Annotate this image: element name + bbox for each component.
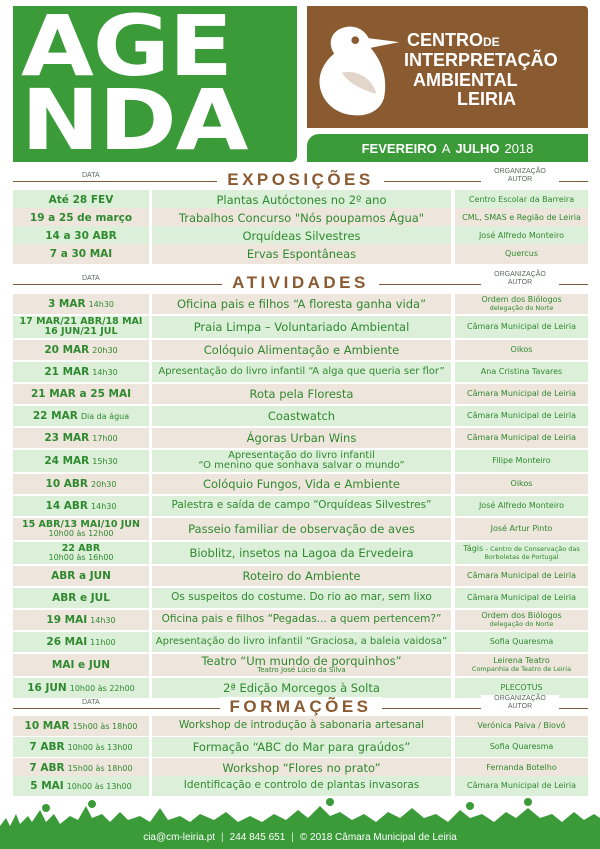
row-org: PLECOTUS <box>455 678 588 698</box>
row-title: Apresentação do livro infantil “A alga que queria ser flor” <box>152 362 451 382</box>
section-title-atividades: ATIVIDADES <box>222 273 379 292</box>
table-row <box>13 588 588 608</box>
table-row <box>13 340 588 360</box>
row-org: José Alfredo Monteiro <box>455 226 588 246</box>
section-header-exposicoes <box>13 170 588 192</box>
cia-de: DE <box>483 35 500 49</box>
footer-email[interactable]: cia@cm-leiria.pt <box>143 832 216 843</box>
row-org: Filipe Monteiro <box>455 450 588 472</box>
agenda-title-block <box>13 6 297 162</box>
period-band <box>307 134 588 162</box>
row-title: Teatro “Um mundo de porquinhos” Teatro José Lúcio da Silva <box>152 654 451 676</box>
footer-copyright: © 2018 Câmara Municipal de Leiria <box>299 832 457 843</box>
row-date: 26 MAI 11h00 <box>13 632 149 652</box>
row-org: Câmara Municipal de Leiria <box>455 566 588 586</box>
row-org: Câmara Municipal de Leiria <box>455 316 588 338</box>
row-date: 14 a 30 ABR <box>13 226 149 246</box>
footer-phone[interactable]: 244 845 651 <box>229 832 286 843</box>
row-title: Rota pela Floresta <box>152 384 451 404</box>
row-org: José Alfredo Monteiro <box>455 496 588 516</box>
row-org: CML, SMAS e Região de Leiria <box>455 208 588 228</box>
period-a: A <box>441 140 451 156</box>
table-row <box>13 496 588 516</box>
table-row <box>13 758 588 778</box>
table-row <box>13 384 588 404</box>
row-title: Coastwatch <box>152 406 451 426</box>
row-date: 22 ABR 10h00 às 16h00 <box>13 542 149 564</box>
row-date: 15 ABR/13 MAI/10 JUN 10h00 às 12h00 <box>13 518 149 540</box>
row-title: 2ª Edição Morcegos à Solta <box>152 678 451 698</box>
section-header-atividades <box>13 273 588 295</box>
table-row <box>13 226 588 246</box>
row-org: Ordem dos Biólogos delegação do Norte <box>455 294 588 314</box>
row-date: 7 ABR 10h00 às 13h00 <box>13 737 149 757</box>
section-title-exposicoes: EXPOSIÇÕES <box>217 170 383 189</box>
row-org: Sofia Quaresma <box>455 632 588 652</box>
column-label-organizacao: ORGANIZAÇÃO AUTOR <box>481 695 559 711</box>
row-date: 21 MAR 14h30 <box>13 362 149 382</box>
table-row <box>13 518 588 540</box>
row-date: 7 a 30 MAI <box>13 244 149 264</box>
column-label-organizacao: ORGANIZAÇÃO AUTOR <box>481 271 559 287</box>
table-row <box>13 244 588 264</box>
row-org: Quercus <box>455 244 588 264</box>
period-to: JULHO <box>455 140 500 156</box>
footer-contacts: cia@cm-leiria.pt | 244 845 651 | © 2018 Câmara Municipal de Leiria <box>143 832 457 843</box>
row-org: Câmara Municipal de Leiria <box>455 384 588 404</box>
table-row <box>13 428 588 448</box>
period-year: 2018 <box>504 140 534 156</box>
table-row <box>13 406 588 426</box>
row-org: Sofia Quaresma <box>455 737 588 757</box>
row-title: Os suspeitos do costume. Do rio ao mar, sem lixo <box>152 588 451 608</box>
row-date: ABR a JUN <box>13 566 149 586</box>
cia-name-line2: INTERPRETAÇÃO <box>404 50 558 70</box>
row-org: Verónica Paiva / Biovó <box>455 716 588 736</box>
cia-name-line3: AMBIENTAL <box>413 70 518 90</box>
row-date: 10 MAR 15h00 às 18h00 <box>13 716 149 736</box>
column-label-organizacao: ORGANIZAÇÃO AUTOR <box>481 168 559 184</box>
cia-name-line1: CENTRODE <box>407 30 500 50</box>
row-date: 7 ABR 15h00 às 18h00 <box>13 758 149 778</box>
cia-name-line4: LEIRIA <box>457 89 517 109</box>
row-title: Roteiro do Ambiente <box>152 566 451 586</box>
row-date: MAI e JUN <box>13 654 149 676</box>
row-org: José Artur Pinto <box>455 518 588 540</box>
table-row <box>13 610 588 630</box>
table-row <box>13 566 588 586</box>
agenda-title-line2: NDA <box>21 71 248 162</box>
column-label-data: DATA <box>79 275 103 282</box>
row-date: 3 MAR 14h30 <box>13 294 149 314</box>
cia-logo-block <box>307 6 588 128</box>
table-row <box>13 316 588 338</box>
table-row <box>13 716 588 736</box>
row-date: 19 a 25 de março <box>13 208 149 228</box>
table-row <box>13 474 588 494</box>
table-row <box>13 208 588 228</box>
row-title: Apresentação do livro infantil “Graciosa, a baleia vaidosa” <box>152 632 451 652</box>
row-title: Bioblitz, insetos na Lagoa da Ervedeira <box>152 542 451 564</box>
row-org: Ordem dos Biólogos delegação do Norte <box>455 610 588 630</box>
table-row <box>13 294 588 314</box>
row-date: 16 JUN 10h00 às 22h00 <box>13 678 149 698</box>
row-org: Leirena Teatro Companhia de Teatro de Leiria <box>455 654 588 676</box>
table-row <box>13 776 588 796</box>
row-date: 14 ABR 14h30 <box>13 496 149 516</box>
row-title: Identificação e controlo de plantas invasoras <box>152 776 451 796</box>
table-row <box>13 450 588 472</box>
row-org: Câmara Municipal de Leiria <box>455 428 588 448</box>
row-org: Tágis - Centro de Conservação das Borboletas de Portugal <box>455 542 588 564</box>
section-title-formacoes: FORMAÇÕES <box>220 697 382 716</box>
row-title: Apresentação do livro infantil “O menino que sonhava salvar o mundo” <box>152 450 451 472</box>
row-org: Centro Escolar da Barreira <box>455 190 588 210</box>
agenda-title-line1: AGE <box>21 6 232 95</box>
row-title: Workshop de introdução à sabonaria artesanal <box>152 716 451 736</box>
row-title: Praia Limpa – Voluntariado Ambiental <box>152 316 451 338</box>
row-org: Oikos <box>455 474 588 494</box>
row-org: Oikos <box>455 340 588 360</box>
bird-logo-icon <box>313 14 409 122</box>
row-date: 21 MAR a 25 MAI <box>13 384 149 404</box>
row-title: Plantas Autóctones no 2º ano <box>152 190 451 210</box>
row-date: 23 MAR 17h00 <box>13 428 149 448</box>
row-date: ABR e JUL <box>13 588 149 608</box>
row-org: Fernanda Botelho <box>455 758 588 778</box>
row-title: Ervas Espontâneas <box>152 244 451 264</box>
row-title: Oficina pais e filhos “Pegadas... a quem pertencem?” <box>152 610 451 630</box>
row-org: Câmara Municipal de Leiria <box>455 406 588 426</box>
row-title: Ágoras Urban Wins <box>152 428 451 448</box>
row-org: Câmara Municipal de Leiria <box>455 588 588 608</box>
row-org: Ana Cristina Tavares <box>455 362 588 382</box>
row-date: 17 MAR/21 ABR/18 MAI 16 JUN/21 JUL <box>13 316 149 338</box>
row-title: Passeio familiar de observação de aves <box>152 518 451 540</box>
row-date: 10 ABR 20h30 <box>13 474 149 494</box>
table-row <box>13 542 588 564</box>
table-row <box>13 654 588 676</box>
table-row <box>13 737 588 757</box>
row-title: Oficina pais e filhos “A floresta ganha vida” <box>152 294 451 314</box>
row-title: Colóquio Alimentação e Ambiente <box>152 340 451 360</box>
row-date: Até 28 FEV <box>13 190 149 210</box>
row-date: 19 MAI 14h30 <box>13 610 149 630</box>
row-org: Câmara Municipal de Leiria <box>455 776 588 796</box>
column-label-data: DATA <box>79 699 103 706</box>
row-date: 5 MAI 10h00 às 13h00 <box>13 776 149 796</box>
column-label-data: DATA <box>79 172 103 179</box>
table-row <box>13 632 588 652</box>
row-title: Trabalhos Concurso "Nós poupamos Água" <box>152 208 451 228</box>
row-date: 20 MAR 20h30 <box>13 340 149 360</box>
period-from: FEVEREIRO <box>361 140 437 156</box>
row-date: 24 MAR 15h30 <box>13 450 149 472</box>
row-date: 22 MAR Dia da água <box>13 406 149 426</box>
row-title: Colóquio Fungos, Vida e Ambiente <box>152 474 451 494</box>
row-title: Orquídeas Silvestres <box>152 226 451 246</box>
table-row <box>13 190 588 210</box>
row-title: Workshop “Flores no prato” <box>152 758 451 778</box>
row-title: Palestra e saída de campo “Orquídeas Silvestres” <box>152 496 451 516</box>
row-title: Formação “ABC do Mar para graúdos” <box>152 737 451 757</box>
table-row <box>13 362 588 382</box>
